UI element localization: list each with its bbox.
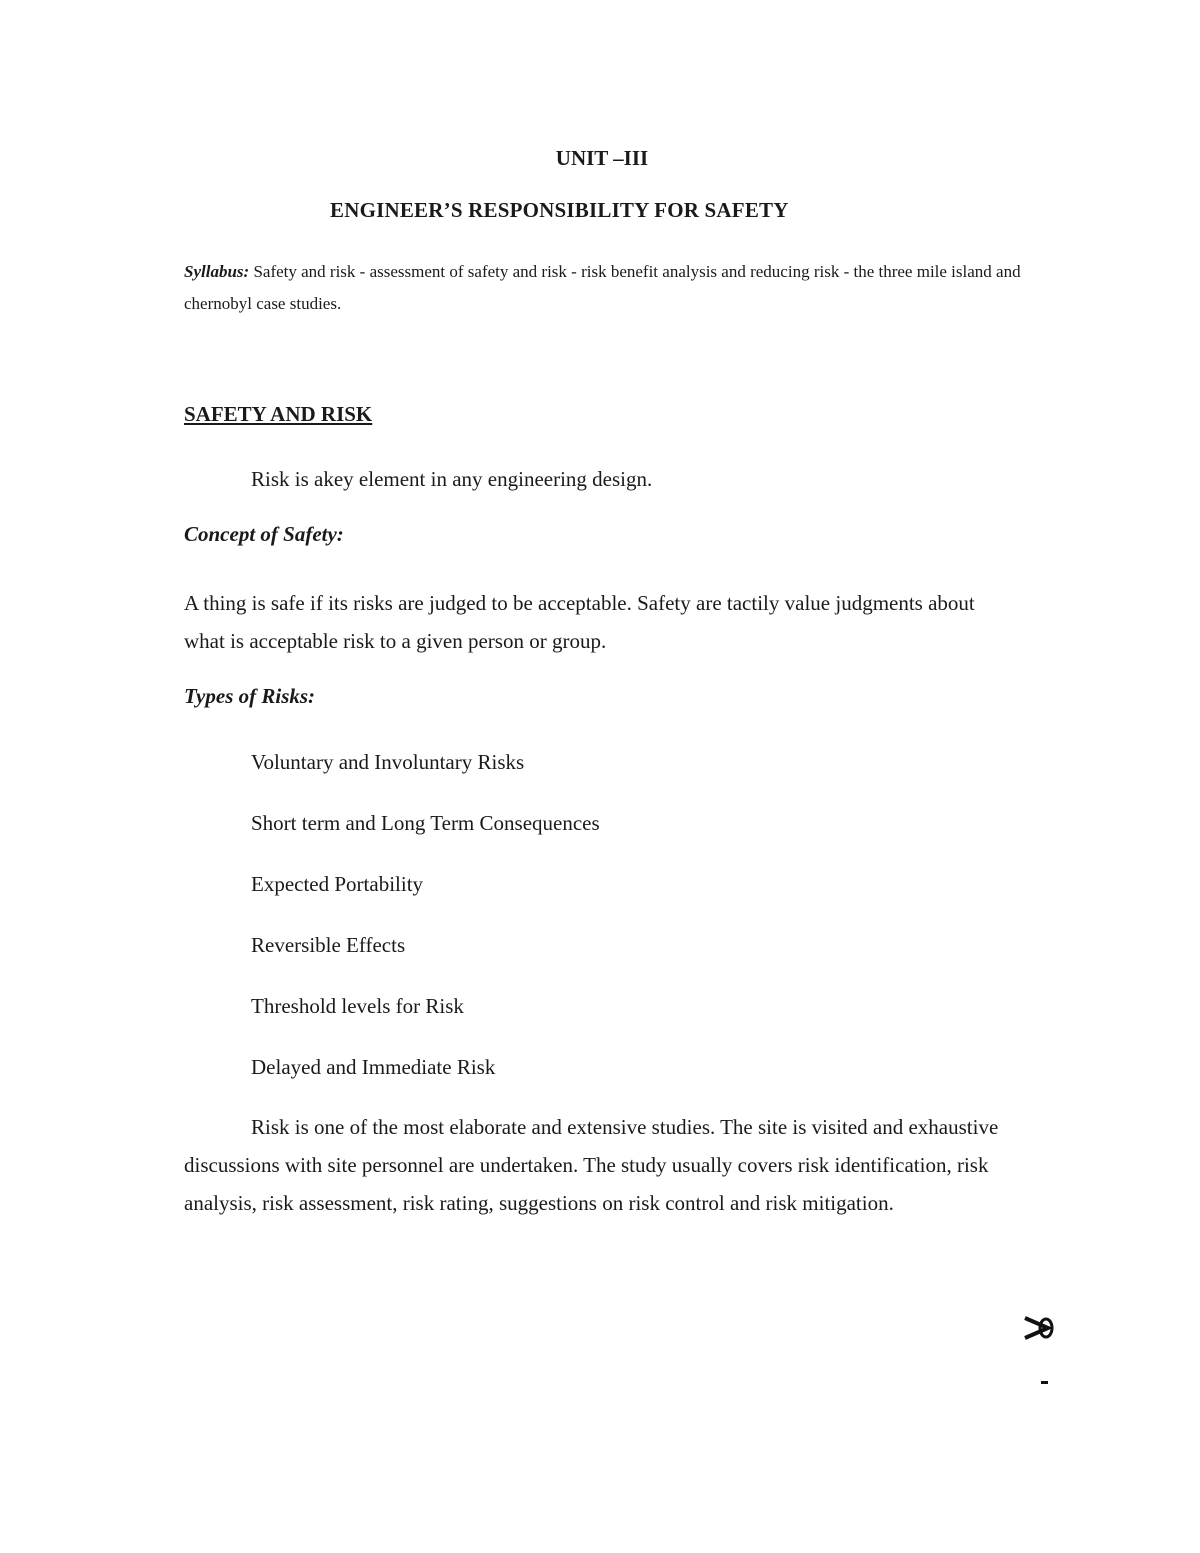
intro-paragraph: Risk is akey element in any engineering design.	[251, 467, 653, 491]
page-dash-mark	[1041, 1381, 1048, 1384]
concept-paragraph: A thing is safe if its risks are judged to be acceptable. Safety are tactily value judgments about what is acceptable risk to a given person or group.	[184, 591, 975, 653]
page-mark-glyph	[1022, 1314, 1056, 1342]
section-heading: SAFETY AND RISK	[184, 402, 373, 426]
risk-type-item: Delayed and Immediate Risk	[251, 1055, 496, 1079]
syllabus-paragraph	[184, 256, 1034, 320]
syllabus-label: Syllabus:	[184, 262, 250, 281]
types-heading: Types of Risks:	[184, 684, 316, 708]
document-title: ENGINEER’S RESPONSIBILITY FOR SAFETY	[330, 198, 789, 222]
risk-type-item: Voluntary and Involuntary Risks	[251, 750, 525, 774]
syllabus-text: Safety and risk - assessment of safety and risk - risk benefit analysis and reducing risk - the three mile island and chernobyl case studies.	[184, 262, 1021, 313]
risk-type-item: Threshold levels for Risk	[251, 994, 464, 1018]
risk-type-item: Short term and Long Term Consequences	[251, 811, 600, 835]
unit-title: UNIT –III	[555, 146, 649, 170]
risk-type-item: Reversible Effects	[251, 933, 406, 957]
closing-paragraph: Risk is one of the most elaborate and extensive studies. The site is visited and exhaustive discussions with site personnel are undertaken. The study usually covers risk identification, risk analysis, risk assessment, risk rating, suggestions on risk control and risk mitigation.	[184, 1115, 999, 1215]
risk-type-item: Expected Portability	[251, 872, 424, 896]
concept-heading: Concept of Safety:	[184, 522, 344, 546]
